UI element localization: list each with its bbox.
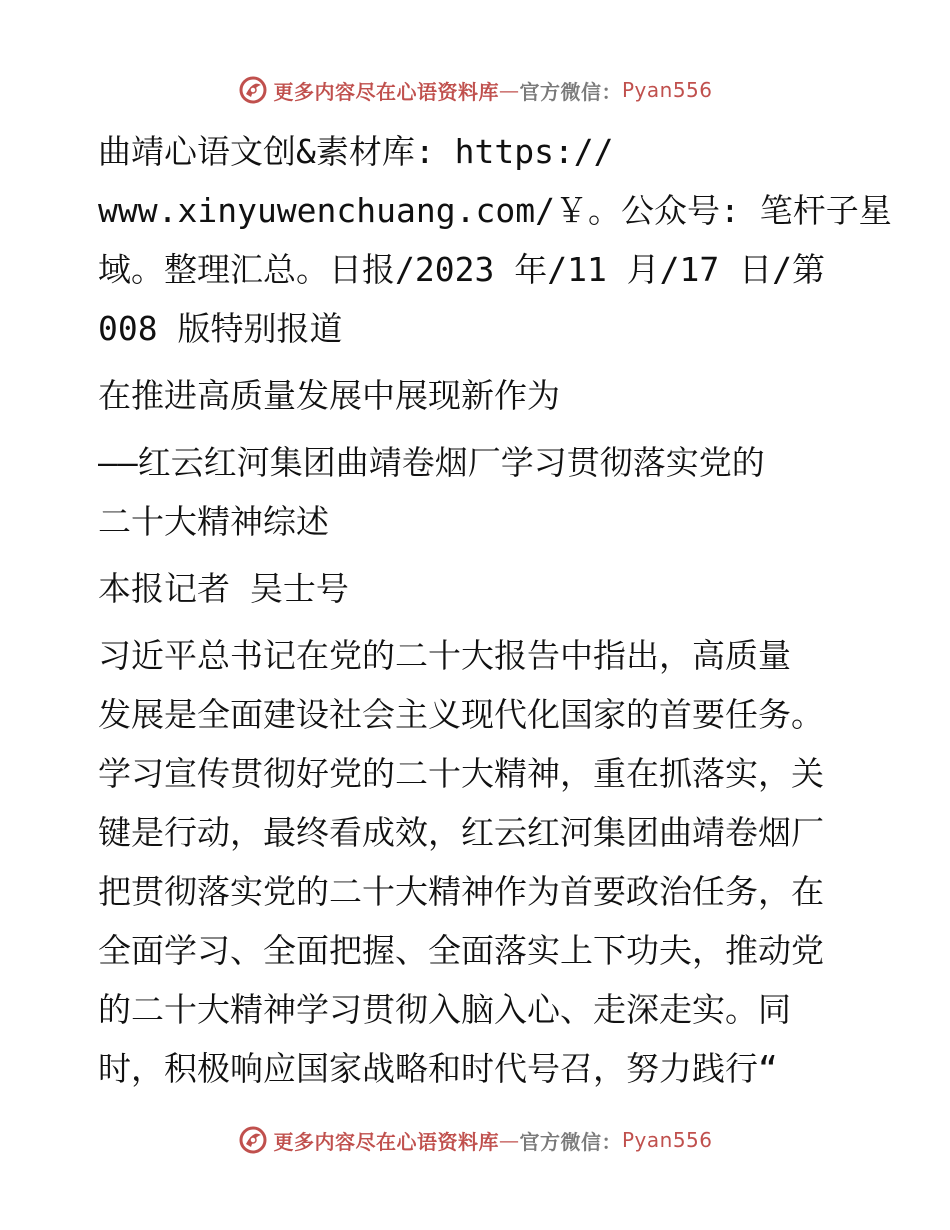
logo-icon (237, 1124, 269, 1156)
body-line: 习近平总书记在党的二十大报告中指出，高质量 (98, 636, 791, 675)
body-line: 键是行动，最终看成效，红云红河集团曲靖卷烟厂 (98, 813, 824, 852)
article (98, 122, 892, 1098)
logo-icon (237, 74, 269, 106)
watermark-brand: 更多内容尽在心语资料库 (273, 79, 499, 104)
header-line: www.xinyuwenchuang.com/￥。公众号: 笔杆子星 (98, 191, 892, 230)
body-line: 学习宣传贯彻好党的二十大精神，重在抓落实，关 (98, 754, 824, 793)
watermark-dash: — (498, 1128, 520, 1152)
header-line: 008 版特别报道 (98, 309, 343, 348)
header-line: 域。整理汇总。日报/2023 年/11 月/17 日/第 (98, 250, 826, 289)
watermark-brand: 更多内容尽在心语资料库 (273, 1129, 499, 1154)
body-line: 的二十大精神学习贯彻入脑入心、走深走实。同 (98, 990, 791, 1029)
watermark-handle: Pyan556 (621, 78, 713, 102)
body-line: 全面学习、全面把握、全面落实上下功夫，推动党 (98, 931, 824, 970)
header-line: 曲靖心语文创&素材库: https:// (98, 132, 614, 171)
body-line: 把贯彻落实党的二十大精神作为首要政治任务，在 (98, 872, 824, 911)
watermark-handle: Pyan556 (621, 1128, 713, 1152)
subtitle-line: ——红云红河集团曲靖卷烟厂学习贯彻落实党的 (98, 443, 765, 482)
watermark-dash: — (498, 78, 520, 102)
article-title: 在推进高质量发展中展现新作为 (98, 376, 560, 415)
body-line: 发展是全面建设社会主义现代化国家的首要任务。 (98, 695, 824, 734)
body-line: 时，积极响应国家战略和时代号召，努力践行“ (98, 1049, 778, 1088)
watermark-banner-top (0, 70, 950, 110)
watermark-wechat-label: 官方微信： (519, 1129, 622, 1154)
subtitle-line: 二十大精神综述 (98, 502, 329, 541)
article-byline: 本报记者 吴士号 (98, 569, 349, 608)
watermark-banner-bottom (0, 1120, 950, 1160)
article-subtitle (98, 433, 858, 551)
article-header (98, 122, 892, 358)
article-body (98, 626, 858, 1098)
watermark-wechat-label: 官方微信： (519, 79, 622, 104)
